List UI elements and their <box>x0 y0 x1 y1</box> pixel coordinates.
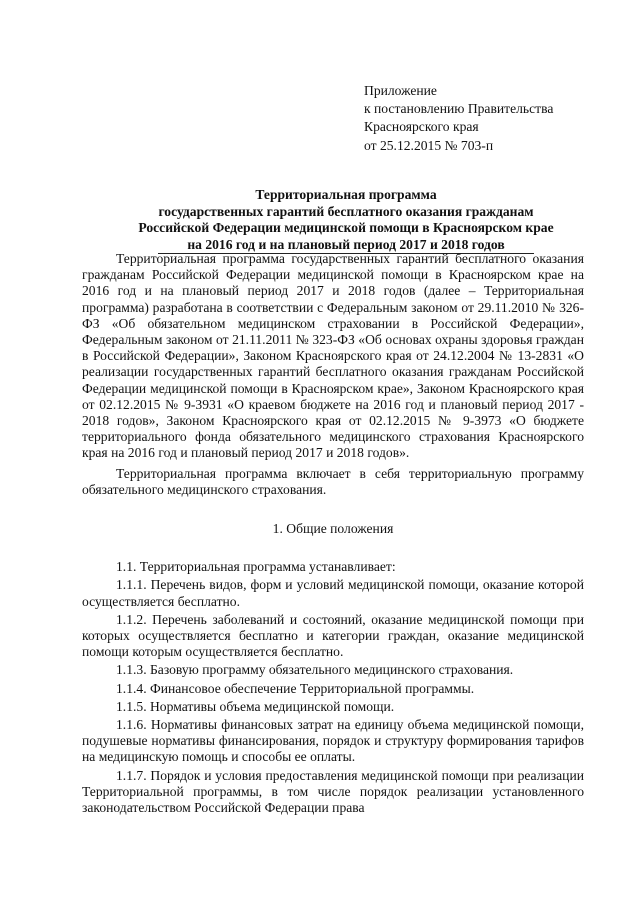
annex-line-2: к постановлению Правительства <box>364 101 554 117</box>
title-line-4: на 2016 год и на плановый период 2017 и 2018 годов <box>187 236 505 252</box>
clause-1-1: 1.1. Территориальная программа устанавливает: <box>116 559 396 575</box>
annex-line-1: Приложение <box>364 83 437 98</box>
section-heading: 1. Общие положения <box>272 521 394 537</box>
clause-1-1-6: 1.1.6. Нормативы финансовых затрат на единицу объема медицинской помощи, подушевые нормативы финансирования, порядок и структуру формирования тарифов на медицинскую помощь и способы ее оплаты. <box>82 717 584 765</box>
clause-1-1-1: 1.1.1. Перечень видов, форм и условий медицинской помощи, оказание которой осуществляется бесплатно. <box>82 577 584 609</box>
document-title <box>80 187 612 254</box>
clause-1-1-5: 1.1.5. Нормативы объема медицинской помощи. <box>116 698 395 714</box>
annex-block <box>364 82 553 155</box>
title-line-2: государственных гарантий бесплатного оказания гражданам <box>158 203 534 219</box>
clause-1-1-4: 1.1.4. Финансовое обеспечение Территориальной программы. <box>116 680 475 696</box>
clause-1-1-2: 1.1.2. Перечень заболеваний и состояний, оказание медицинской помощи при которых осуществляется бесплатно и категории граждан, оказание медицинской помощи которым осуществляется бесплатно. <box>82 611 584 660</box>
intro-paragraph: Территориальная программа государственных гарантий бесплатного оказания гражданам Российской Федерации медицинской помощи в Красноярском крае на 2016 год и на плановый период 2017 и 2018 годов (далее – Территориальная программа) разработана в соответствии с Федеральным законом от 29.11.2010 № 326-ФЗ «Об обязательном медицинском страховании в Российской Федерации», Федеральным законом от 21.11.2011 № 323-ФЗ «Об основах охраны здоровья граждан в Российской Федерации», Законом Красноярского края от 24.12.2004 № 13-2831 «О реализации государственных гарантий бесплатного оказания гражданам Российской Федерации медицинской помощи в Красноярском крае», Законом Красноярского края от 02.12.2015 № 9-3931 «О краевом бюджете на 2016 год и плановый период 2017 - 2018 годов», Законом Красноярского края от 02.12.2015 № 9-3973 «О бюджете территориального фонда обязательного медицинского страхования Красноярского края на 2016 год и плановый период 2017 и 2018 годов». <box>82 251 584 461</box>
annex-line-3: Красноярского края <box>364 119 479 135</box>
document-body <box>82 251 584 816</box>
annex-line-4: от 25.12.2015 № 703-п <box>364 137 494 153</box>
title-line-3: Российской Федерации медицинской помощи в Красноярском крае <box>138 220 554 236</box>
title-line-1: Территориальная программа <box>255 187 437 202</box>
scope-paragraph: Территориальная программа включает в себя территориальную программу обязательного медицинского страхования. <box>82 465 584 497</box>
clause-1-1-3: 1.1.3. Базовую программу обязательного медицинского страхования. <box>116 662 514 678</box>
clause-1-1-7: 1.1.7. Порядок и условия предоставления медицинской помощи при реализации Территориальной программы, в том числе порядок реализации установленного законодательством Российской Федерации права <box>82 767 584 816</box>
